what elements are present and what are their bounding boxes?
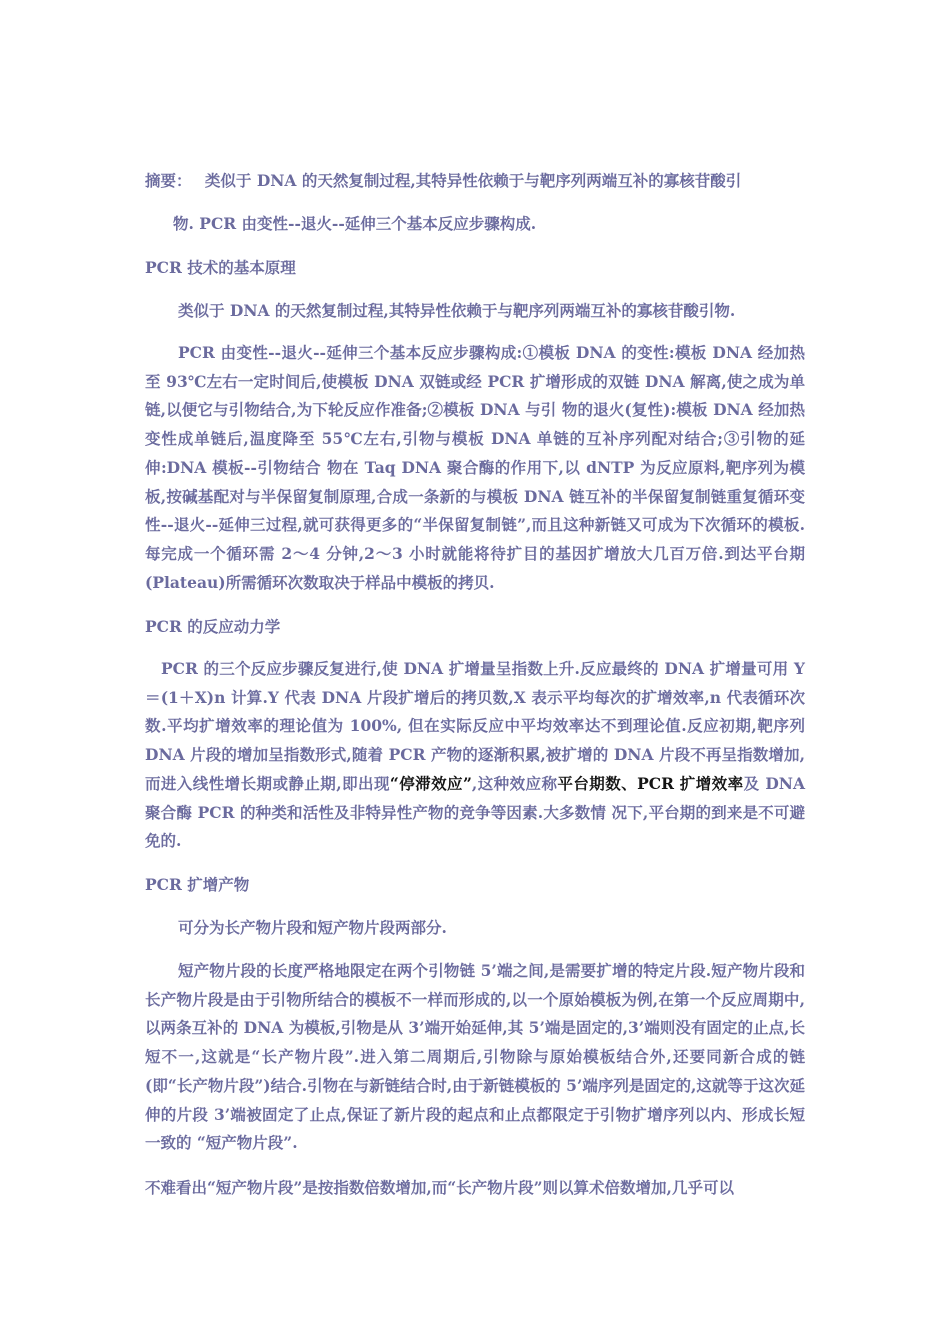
abstract-line-1 xyxy=(145,169,741,193)
section-heading-kinetics: PCR 的反应动力学 xyxy=(145,617,281,636)
kinetics-text-e: 及 DNA 聚合酶 PCR 的种类和活性及非特异性产物的竞争等因素.大多数情 况下,平台期的到来是不可避免的. xyxy=(145,773,805,851)
kinetics-text-a: PCR 的三个反应步骤反复进行,使 DNA 扩增量呈指数上升.反应最终的 DNA 扩增量可用 Y＝(1＋X)n 计算.Y 代表 DNA 片段扩增后的拷贝数,X 表示平均每次的扩增效率,n 代表循环次数.平均扩增效率的理论值为 100%, 但在实际反应中平均效率达不到理论值.反应初期,靶序列 DNA 片段的增加呈指数形式,随着 PCR 产物的逐渐积累,被扩增的 DNA 片段不再呈指数增加,而进入线性增长期或静止期,即出现 xyxy=(145,659,805,793)
principle-paragraph-1: 类似于 DNA 的天然复制过程,其特异性依赖于与靶序列两端互补的寡核苷酸引物. xyxy=(178,301,736,320)
abstract-label: 摘要： xyxy=(145,171,192,190)
section-heading-products: PCR 扩增产物 xyxy=(145,875,250,894)
stagnation-effect-term: “停滞效应” xyxy=(389,773,472,793)
abstract-line-2: 物. PCR 由变性--退火--延伸三个基本反应步骤构成. xyxy=(173,214,537,233)
principle-paragraph-2: PCR 由变性--退火--延伸三个基本反应步骤构成:①模板 DNA 的变性:模板 DNA 经加热至 93℃左右一定时间后,使模板 DNA 双链或经 PCR 扩增形成的双链 DNA 解离,使之成为单链,以便它与引物结合,为下轮反应作准备;②模板 DNA 与引 物的退火(复性):模板 DNA 经加热变性成单链后,温度降至 55℃左右,引物与模板 DNA 单链的互补序列配对结合;③引物的延伸:DNA 模板--引物结合 物在 Taq DNA 聚合酶的作用下,以 dNTP 为反应原料,靶序列为模板,按碱基配对与半保留复制原理,合成一条新的与模板 DNA 链互补的半保留复制链重复循环变性--退火--延伸三过程,就可获得更多的“半保留复制链”,而且这种新链又可成为下次循环的模板.每完成一个循环需 2～4 分钟,2～3 小时就能将待扩目的基因扩增放大几百万倍.到达平台期(Plateau)所需循环次数取决于样品中模板的拷贝. xyxy=(145,343,805,592)
section-heading-principle: PCR 技术的基本原理 xyxy=(145,258,296,277)
products-paragraph-2: 短产物片段的长度严格地限定在两个引物链 5’端之间,是需要扩增的特定片段.短产物片段和长产物片段是由于引物所结合的模板不一样而形成的,以一个原始模板为例,在第一个反应周期中,以两条互补的 DNA 为模板,引物是从 3’端开始延伸,其 5’端是固定的,3’端则没有固定的止点,长短不一,这就是“长产物片段”.进入第二周期后,引物除与原始模板结合外,还要同新合成的链(即“长产物片段”)结合.引物在与新链结合时,由于新链模板的 5’端序列是固定的,这就等于这次延伸的片段 3’端被固定了止点,保证了新片段的起点和止点都限定于引物扩增序列以内、形成长短一致的 “短产物片段”. xyxy=(145,961,805,1153)
kinetics-text-c: ,这种效应称 xyxy=(471,773,558,793)
abstract-text-1: 类似于 DNA 的天然复制过程,其特异性依赖于与靶序列两端互补的寡核苷酸引 xyxy=(204,171,742,190)
products-paragraph-3: 不难看出“短产物片段”是按指数倍数增加,而“长产物片段”则以算术倍数增加,几乎可以 xyxy=(145,1178,734,1197)
kinetics-paragraph xyxy=(145,655,805,856)
products-paragraph-1: 可分为长产物片段和短产物片段两部分. xyxy=(178,918,447,937)
plateau-factors-term: 平台期数、PCR 扩增效率 xyxy=(557,773,744,793)
